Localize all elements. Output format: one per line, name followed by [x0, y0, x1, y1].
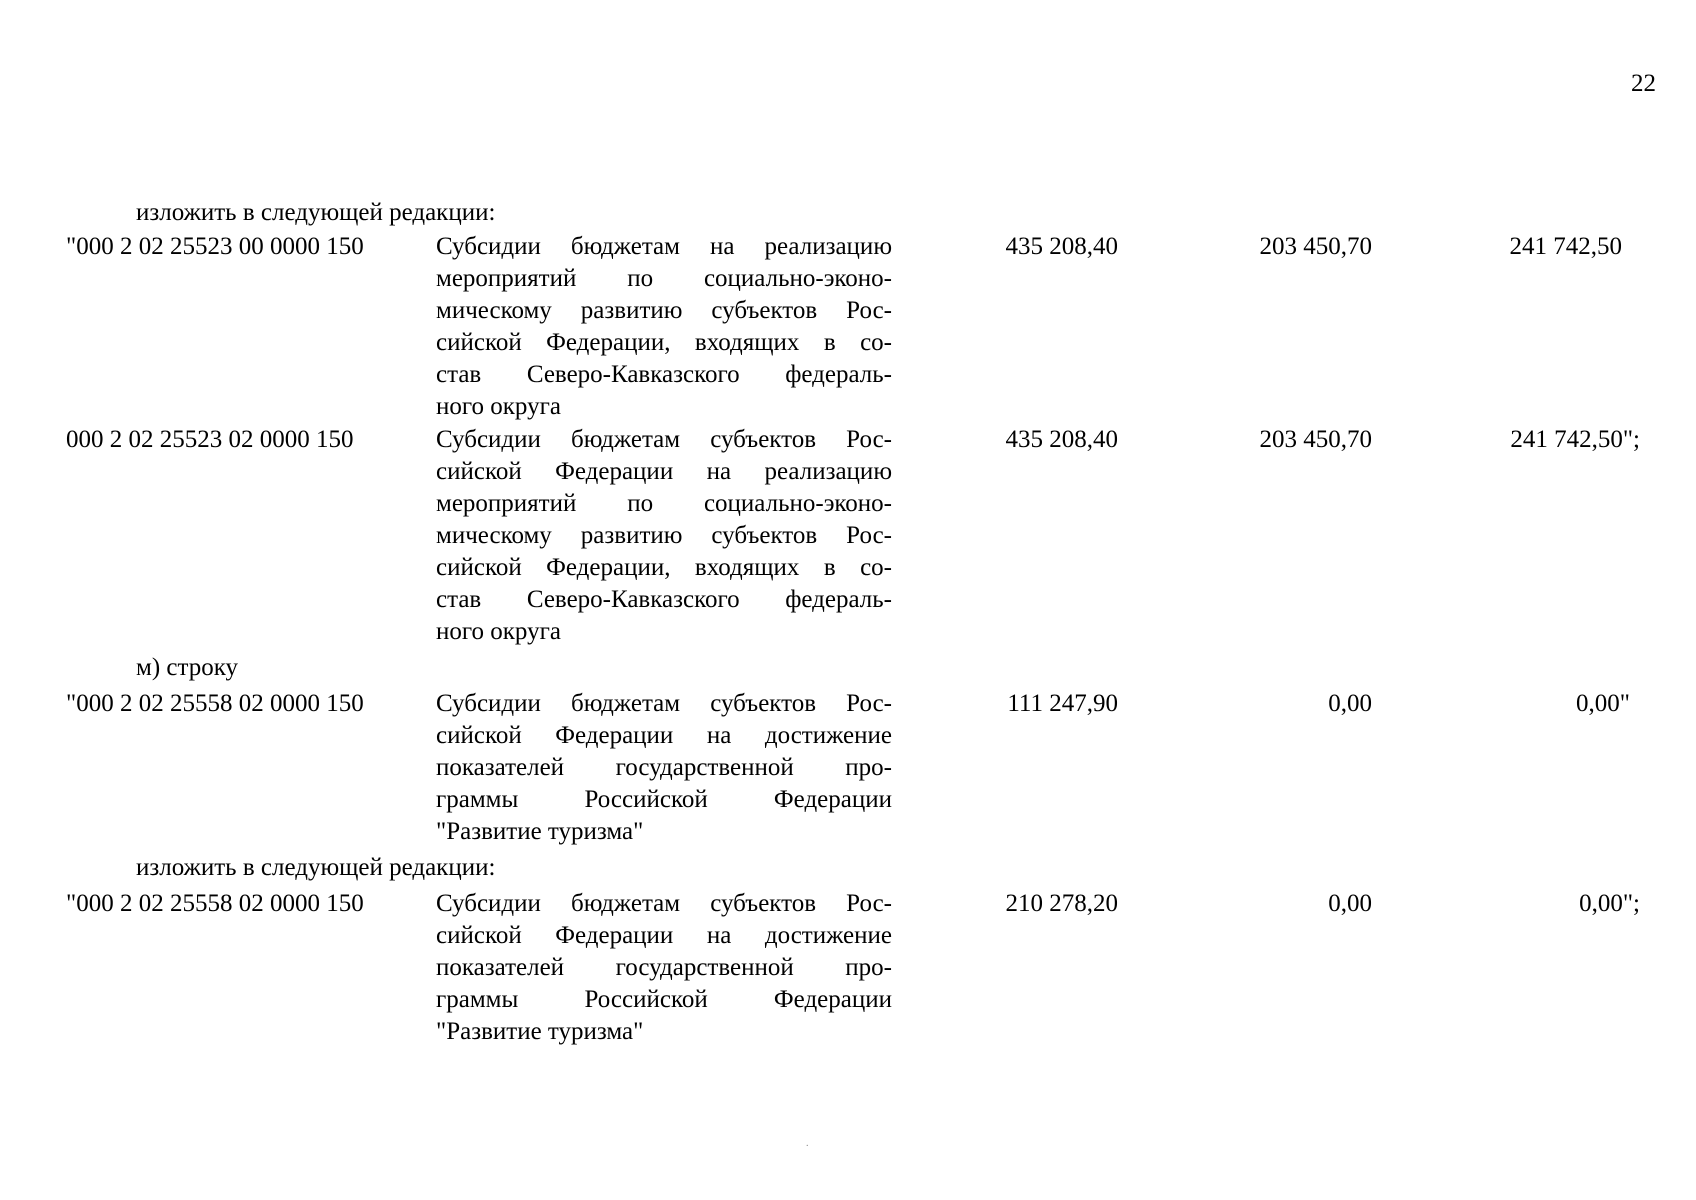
- value-col-1: 210 278,20: [1005, 890, 1118, 917]
- value-col-2: 0,00: [1328, 890, 1372, 917]
- description-line: сийской Федерации на достижение: [436, 922, 892, 949]
- row-description: [436, 888, 892, 1048]
- value-col-3: 241 742,50: [1509, 233, 1622, 260]
- description-line: сийской Федерации, входящих в со-: [436, 329, 892, 356]
- description-line: сийской Федерации на достижение: [436, 722, 892, 749]
- description-line: сийской Федерации на реализацию: [436, 458, 892, 485]
- instruction-text: изложить в следующей редакции:: [136, 199, 496, 226]
- description-line: ного округа: [436, 393, 561, 420]
- budget-code: 000 2 02 25523 02 0000 150: [66, 426, 354, 453]
- scan-dot-mark: .: [806, 1138, 809, 1149]
- value-col-2: 0,00: [1328, 690, 1372, 717]
- description-line: став Северо-Кавказского федераль-: [436, 586, 892, 613]
- description-line: Субсидии бюджетам субъектов Рос-: [436, 690, 892, 717]
- budget-code: "000 2 02 25558 02 0000 150: [66, 690, 364, 717]
- description-line: ного округа: [436, 618, 561, 645]
- row-description: [436, 424, 892, 648]
- description-line: "Развитие туризма": [436, 818, 644, 845]
- description-line: сийской Федерации, входящих в со-: [436, 554, 892, 581]
- value-col-3: 0,00";: [1579, 890, 1640, 917]
- value-col-1: 435 208,40: [1005, 426, 1118, 453]
- description-line: граммы Российской Федерации: [436, 786, 892, 813]
- row-description: [436, 231, 892, 423]
- budget-code: "000 2 02 25558 02 0000 150: [66, 890, 364, 917]
- description-line: показателей государственной про-: [436, 754, 892, 781]
- description-line: став Северо-Кавказского федераль-: [436, 361, 892, 388]
- description-line: показателей государственной про-: [436, 954, 892, 981]
- description-line: мероприятий по социально-эконо-: [436, 490, 892, 517]
- value-col-1: 435 208,40: [1005, 233, 1118, 260]
- instruction-text: м) строку: [136, 654, 239, 681]
- description-line: граммы Российской Федерации: [436, 986, 892, 1013]
- description-line: Субсидии бюджетам на реализацию: [436, 233, 892, 260]
- row-description: [436, 688, 892, 848]
- value-col-3: 241 742,50";: [1510, 426, 1640, 453]
- description-line: мероприятий по социально-эконо-: [436, 265, 892, 292]
- value-col-3: 0,00": [1576, 690, 1630, 717]
- value-col-1: 111 247,90: [1007, 690, 1118, 717]
- description-line: мическому развитию субъектов Рос-: [436, 522, 892, 549]
- value-col-2: 203 450,70: [1259, 426, 1372, 453]
- description-line: Субсидии бюджетам субъектов Рос-: [436, 426, 892, 453]
- description-line: мическому развитию субъектов Рос-: [436, 297, 892, 324]
- page-number: 22: [1631, 70, 1656, 97]
- instruction-text: изложить в следующей редакции:: [136, 854, 496, 881]
- value-col-2: 203 450,70: [1259, 233, 1372, 260]
- description-line: "Развитие туризма": [436, 1018, 644, 1045]
- budget-code: "000 2 02 25523 00 0000 150: [66, 233, 364, 260]
- description-line: Субсидии бюджетам субъектов Рос-: [436, 890, 892, 917]
